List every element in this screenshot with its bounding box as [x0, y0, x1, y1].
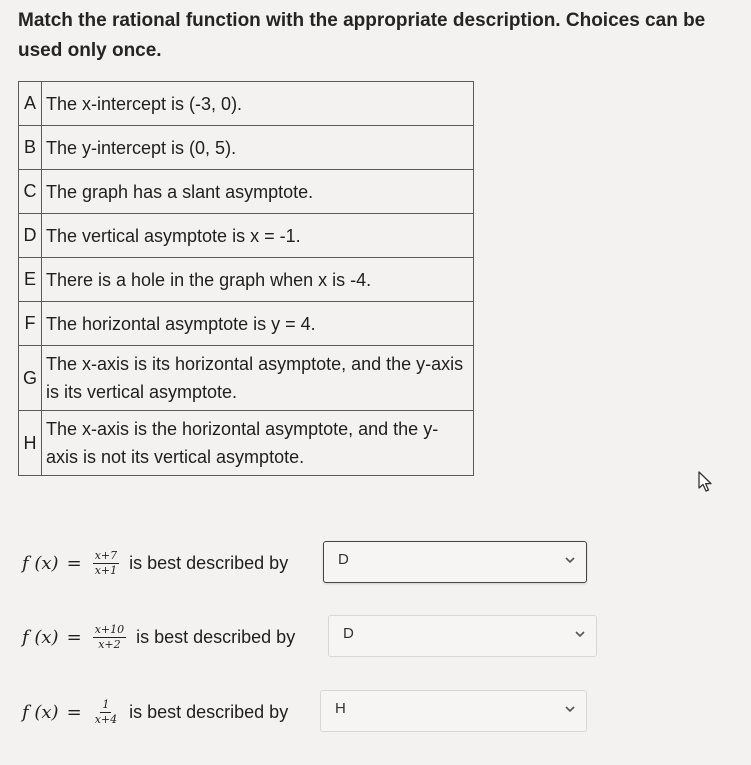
choice-row-a — [19, 82, 474, 126]
choice-text: There is a hole in the graph when x is -4. — [42, 258, 474, 302]
choice-text: The graph has a slant asymptote. — [42, 170, 474, 214]
question-text: is best described by — [129, 552, 289, 573]
choice-text: The x-axis is the horizontal asymptote, and the y-axis is not its vertical asymptote. — [42, 411, 474, 476]
numerator: 1 — [102, 697, 110, 711]
numerator: x+10 — [94, 622, 125, 636]
question-text: is best described by — [136, 626, 296, 647]
chevron-down-icon — [564, 554, 576, 566]
question-1 — [22, 541, 288, 585]
denominator: x+4 — [94, 712, 118, 726]
choice-row-g — [19, 346, 474, 411]
choice-letter: B — [19, 126, 42, 170]
function-lhs: f (x) — [22, 701, 59, 723]
function-expression — [22, 550, 122, 577]
choice-letter: H — [19, 411, 42, 476]
selected-value: D — [338, 551, 349, 568]
question-text: is best described by — [129, 701, 289, 722]
choice-text: The horizontal asymptote is y = 4. — [42, 302, 474, 346]
chevron-down-icon — [574, 628, 586, 640]
mouse-pointer-icon — [697, 471, 715, 493]
choice-row-f — [19, 302, 474, 346]
answer-select-2[interactable] — [328, 615, 597, 657]
choice-text: The vertical asymptote is x = -1. — [42, 214, 474, 258]
choice-letter: C — [19, 170, 42, 214]
equals-sign: = — [66, 701, 82, 723]
choice-letter: D — [19, 214, 42, 258]
function-lhs: f (x) — [22, 552, 59, 574]
question-2 — [22, 615, 295, 659]
fraction — [93, 550, 119, 577]
function-lhs: f (x) — [22, 626, 59, 648]
choice-text: The x-intercept is (-3, 0). — [42, 82, 474, 126]
choice-row-h — [19, 411, 474, 476]
fraction — [93, 699, 119, 726]
chevron-down-icon — [564, 703, 576, 715]
choice-letter: A — [19, 82, 42, 126]
denominator: x+2 — [98, 637, 121, 651]
function-expression — [22, 699, 122, 726]
choice-letter: G — [19, 346, 42, 411]
instructions: Match the rational function with the appropriate description. Choices can be used only once. — [18, 10, 706, 61]
fraction — [93, 624, 126, 651]
choice-row-b — [19, 126, 474, 170]
answer-select-1[interactable] — [323, 541, 587, 583]
choice-letter: F — [19, 302, 42, 346]
equals-sign: = — [66, 626, 82, 648]
numerator: x+7 — [94, 548, 118, 562]
choice-row-e — [19, 258, 474, 302]
selected-value: D — [343, 625, 354, 642]
equals-sign: = — [66, 552, 82, 574]
selected-value: H — [335, 700, 346, 717]
choice-letter: E — [19, 258, 42, 302]
choice-text: The x-axis is its horizontal asymptote, and the y-axis is its vertical asymptote. — [42, 346, 474, 411]
choice-text: The y-intercept is (0, 5). — [42, 126, 474, 170]
choice-row-c — [19, 170, 474, 214]
denominator: x+1 — [94, 563, 118, 577]
answer-select-3[interactable] — [320, 690, 587, 732]
choice-row-d — [19, 214, 474, 258]
question-3 — [22, 690, 288, 734]
choices-table — [18, 81, 474, 476]
function-expression — [22, 624, 129, 651]
